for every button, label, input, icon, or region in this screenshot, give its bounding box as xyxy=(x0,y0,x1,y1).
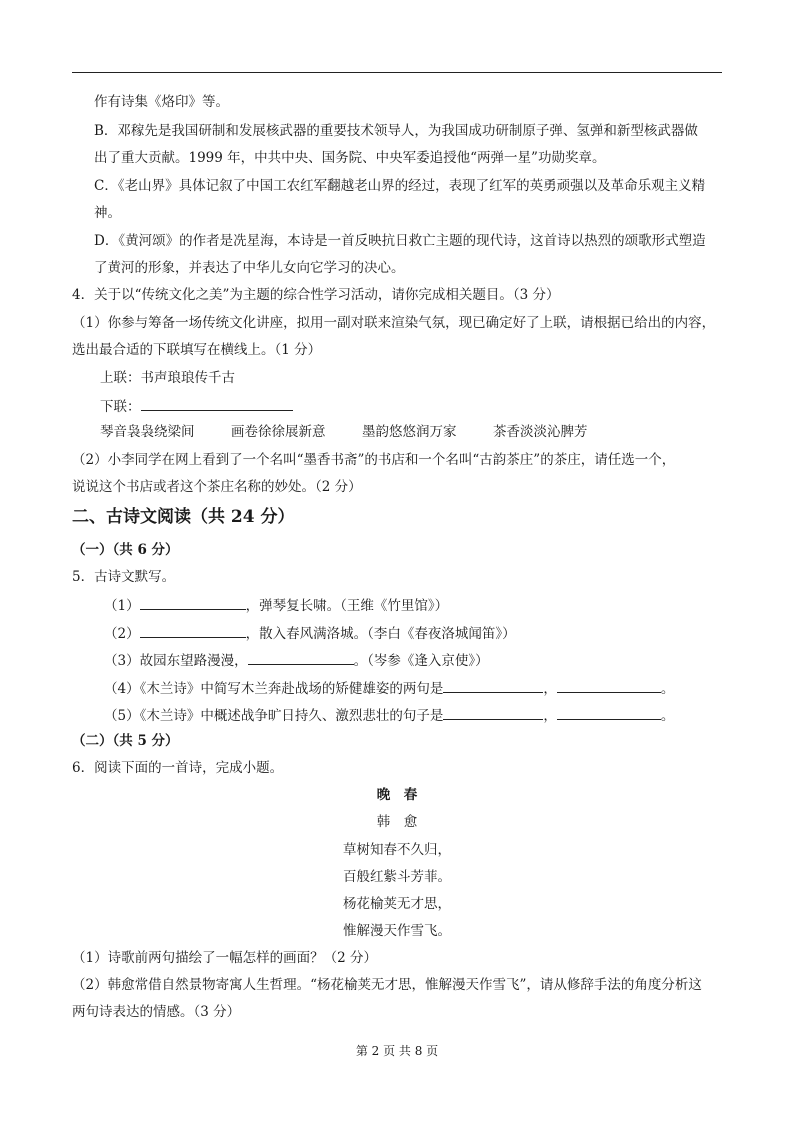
header-rule xyxy=(72,72,722,73)
q5-item5-blank1[interactable] xyxy=(443,704,543,720)
option-d-line1: D．《黄河颂》的作者是冼星海，本诗是一首反映抗日救亡主题的现代诗，这首诗以热烈的颂歌形式塑造 xyxy=(94,233,706,249)
poem-title: 晚 春 xyxy=(376,787,418,803)
poem-line: 草树知春不久归， xyxy=(343,842,451,858)
couplet-option: 琴音袅袅绕梁间 xyxy=(100,424,195,440)
q5-item1-suffix: ，弹琴复长啸。（王维《竹里馆》） xyxy=(245,598,449,614)
q4-part2-line2: 说说这个书店或者这个茶庄名称的妙处。（2 分） xyxy=(72,479,362,495)
q4-stem: 4．关于以“传统文化之美”为主题的综合性学习活动，请你完成相关题目。（3 分） xyxy=(72,287,560,303)
option-b-line1: B．邓稼先是我国研制和发展核武器的重要技术领导人，为我国成功研制原子弹、氢弹和新型核武器做 xyxy=(94,123,698,139)
q5-item3-suffix: 。（岑参《逢入京使》） xyxy=(353,653,489,669)
q5-item1-blank[interactable] xyxy=(140,594,246,610)
q5-item3-prefix: （3）故园东望路漫漫， xyxy=(104,653,248,669)
q6-part1: （1）诗歌前两句描绘了一幅怎样的画面？（2 分） xyxy=(72,950,377,966)
poem-line: 百般红紫斗芳菲。 xyxy=(343,869,451,885)
q5-item2-prefix: （2） xyxy=(104,626,140,642)
q5-item2-blank[interactable] xyxy=(140,622,246,638)
q6-part2-line1: （2）韩愈常借自然景物寄寓人生哲理。“杨花榆荚无才思，惟解漫天作雪飞”，请从修辞手法的角度分析这 xyxy=(72,977,702,993)
option-a-continued: 作有诗集《烙印》等。 xyxy=(94,94,229,110)
q6-stem: 6．阅读下面的一首诗，完成小题。 xyxy=(72,760,284,776)
q5-item5 xyxy=(104,704,674,726)
q5-item4-blank1[interactable] xyxy=(443,677,543,693)
couplet-upper: 上联：书声琅琅传千古 xyxy=(100,370,235,386)
q5-item2-suffix: ，散入春风满洛城。（李白《春夜洛城闻笛》） xyxy=(245,626,516,642)
poem-author: 韩 愈 xyxy=(376,814,418,830)
option-c-line2: 神。 xyxy=(94,205,121,221)
couplet-lower-label: 下联： xyxy=(100,399,141,415)
q5-stem: 5．古诗文默写。 xyxy=(72,569,176,585)
q5-item4 xyxy=(104,677,674,699)
q5-item5-end: 。 xyxy=(660,708,675,724)
q5-item3-blank[interactable] xyxy=(248,649,354,665)
couplet-lower-blank[interactable] xyxy=(141,395,293,411)
q5-item4-prefix: （4）《木兰诗》中简写木兰奔赴战场的矫健雄姿的两句是 xyxy=(104,681,444,697)
couplet-option: 画卷徐徐展新意 xyxy=(231,424,326,440)
poem-line: 杨花榆荚无才思， xyxy=(343,896,451,912)
q5-item3 xyxy=(104,649,489,671)
page-footer: 第 2 页 共 8 页 xyxy=(355,1044,439,1058)
part2-heading: （二）（共 5 分） xyxy=(72,733,179,749)
poem-line: 惟解漫天作雪飞。 xyxy=(343,923,451,939)
option-c-line1: C．《老山界》具体记叙了中国工农红军翻越老山界的经过，表现了红军的英勇顽强以及革命乐观主义精 xyxy=(94,178,706,194)
q6-part2-line2: 两句诗表达的情感。（3 分） xyxy=(72,1004,241,1020)
q5-item5-blank2[interactable] xyxy=(557,704,661,720)
q5-item1 xyxy=(104,594,448,616)
couplet-lower-row xyxy=(100,395,293,417)
q5-item4-comma: ， xyxy=(543,681,557,697)
option-d-line2: 了黄河的形象，并表达了中华儿女向它学习的决心。 xyxy=(94,260,405,276)
section-heading: 二、古诗文阅读（共 24 分） xyxy=(72,507,295,527)
q5-item5-comma: ， xyxy=(543,708,557,724)
q4-part2-line1: （2）小李同学在网上看到了一个名叫“墨香书斋”的书店和一个名叫“古韵茶庄”的茶庄，请任选一个， xyxy=(72,452,676,468)
q5-item1-prefix: （1） xyxy=(104,598,140,614)
couplet-options xyxy=(100,422,588,442)
q4-part1-line1: （1）你参与筹备一场传统文化讲座，拟用一副对联来渲染气氛，现已确定好了上联，请根据已给出的内容， xyxy=(72,315,716,331)
couplet-option: 茶香淡淡沁脾芳 xyxy=(493,424,588,440)
q5-item5-prefix: （5）《木兰诗》中概述战争旷日持久、激烈悲壮的句子是 xyxy=(104,708,444,724)
part1-heading: （一）（共 6 分） xyxy=(72,542,179,558)
q5-item4-blank2[interactable] xyxy=(557,677,661,693)
couplet-option: 墨韵悠悠润万家 xyxy=(362,424,457,440)
q5-item2 xyxy=(104,622,516,644)
q4-part1-line2: 选出最合适的下联填写在横线上。（1 分） xyxy=(72,342,322,358)
option-b-line2: 出了重大贡献。1999 年，中共中央、国务院、中央军委追授他“两弹一星”功勋奖章。 xyxy=(94,150,606,166)
q5-item4-end: 。 xyxy=(660,681,675,697)
